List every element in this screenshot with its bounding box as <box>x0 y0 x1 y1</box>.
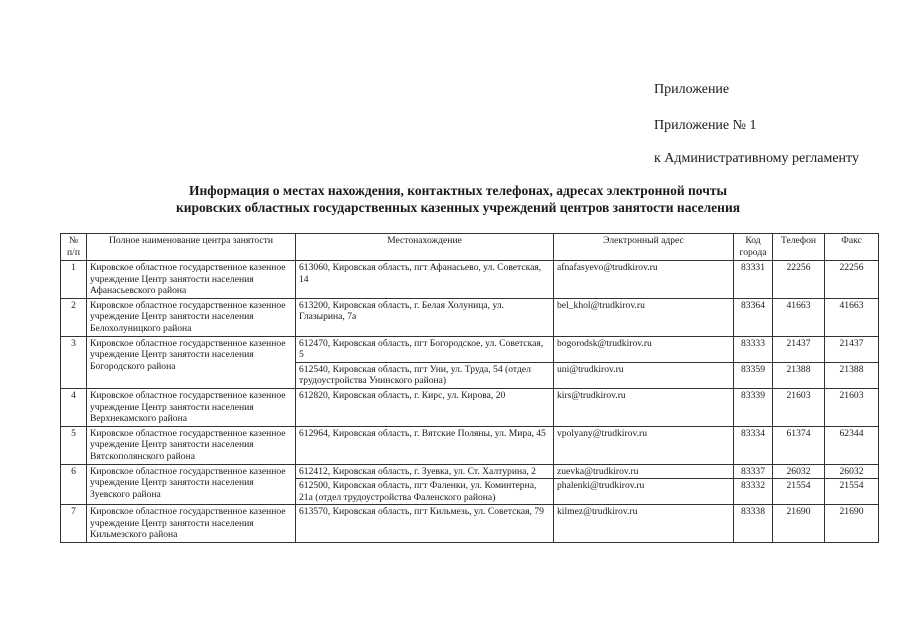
cell-center-name: Кировское областное государственное казенное учреждение Центр занятости населения Кильмезского района <box>87 505 296 543</box>
cell-address: 612500, Кировская область, пгт Фаленки, ул. Коминтерна, 21а (отдел трудоустройства Фаленского района) <box>296 479 554 505</box>
cell-address: 612540, Кировская область, пгт Уни, ул. Труда, 54 (отдел трудоустройства Унинского района) <box>296 362 554 388</box>
cell-email: bogorodsk@trudkirov.ru <box>554 336 734 362</box>
col-header-fax: Факс <box>825 234 879 261</box>
col-header-address: Местонахождение <box>296 234 554 261</box>
cell-email: phalenki@trudkirov.ru <box>554 479 734 505</box>
cell-city-code: 83337 <box>734 464 773 479</box>
cell-num: 4 <box>61 388 87 426</box>
cell-center-name: Кировское областное государственное казенное учреждение Центр занятости населения Богородского района <box>87 336 296 388</box>
cell-phone: 22256 <box>773 261 825 299</box>
cell-phone: 41663 <box>773 298 825 336</box>
cell-email: uni@trudkirov.ru <box>554 362 734 388</box>
cell-address: 613570, Кировская область, пгт Кильмезь, ул. Советская, 79 <box>296 505 554 543</box>
cell-center-name: Кировское областное государственное казенное учреждение Центр занятости населения Верхнекамского района <box>87 388 296 426</box>
cell-num: 3 <box>61 336 87 388</box>
cell-city-code: 83331 <box>734 261 773 299</box>
cell-num: 5 <box>61 426 87 464</box>
cell-city-code: 83359 <box>734 362 773 388</box>
cell-center-name: Кировское областное государственное казенное учреждение Центр занятости населения Вятскополянского района <box>87 426 296 464</box>
table-row <box>61 464 879 479</box>
cell-city-code: 83338 <box>734 505 773 543</box>
cell-num: 6 <box>61 464 87 505</box>
cell-center-name: Кировское областное государственное казенное учреждение Центр занятости населения Афанасьевского района <box>87 261 296 299</box>
cell-address: 613060, Кировская область, пгт Афанасьево, ул. Советская, 14 <box>296 261 554 299</box>
cell-address: 612412, Кировская область, г. Зуевка, ул. Ст. Халтурина, 2 <box>296 464 554 479</box>
cell-num: 1 <box>61 261 87 299</box>
table-row <box>61 505 879 543</box>
appendix-reference: к Административному регламенту <box>654 151 859 166</box>
cell-fax: 21603 <box>825 388 879 426</box>
cell-fax: 21554 <box>825 479 879 505</box>
cell-fax: 22256 <box>825 261 879 299</box>
cell-address: 612820, Кировская область, г. Кирс, ул. Кирова, 20 <box>296 388 554 426</box>
cell-address: 612964, Кировская область, г. Вятские Поляны, ул. Мира, 45 <box>296 426 554 464</box>
cell-fax: 26032 <box>825 464 879 479</box>
cell-email: zuevka@trudkirov.ru <box>554 464 734 479</box>
employment-centers-table <box>60 233 879 543</box>
cell-email: kilmez@trudkirov.ru <box>554 505 734 543</box>
col-header-phone: Телефон <box>773 234 825 261</box>
cell-city-code: 83339 <box>734 388 773 426</box>
col-header-num: № п/п <box>61 234 87 261</box>
cell-city-code: 83333 <box>734 336 773 362</box>
table-row <box>61 336 879 362</box>
cell-fax: 21690 <box>825 505 879 543</box>
cell-phone: 21388 <box>773 362 825 388</box>
cell-email: vpolyany@trudkirov.ru <box>554 426 734 464</box>
table-row <box>61 388 879 426</box>
document-title-line-2: кировских областных государственных казенных учреждений центров занятости населения <box>175 200 741 215</box>
cell-city-code: 83364 <box>734 298 773 336</box>
table-header-row <box>61 234 879 261</box>
cell-num: 7 <box>61 505 87 543</box>
cell-address: 613200, Кировская область, г. Белая Холуница, ул. Глазырина, 7а <box>296 298 554 336</box>
cell-email: bel_khol@trudkirov.ru <box>554 298 734 336</box>
cell-phone: 21690 <box>773 505 825 543</box>
col-header-code: Код города <box>734 234 773 261</box>
col-header-name: Полное наименование центра занятости <box>87 234 296 261</box>
cell-phone: 21603 <box>773 388 825 426</box>
table-row <box>61 261 879 299</box>
cell-center-name: Кировское областное государственное казенное учреждение Центр занятости населения Белохолуницкого района <box>87 298 296 336</box>
cell-city-code: 83334 <box>734 426 773 464</box>
cell-phone: 61374 <box>773 426 825 464</box>
table-row <box>61 298 879 336</box>
appendix-number: Приложение № 1 <box>654 118 757 133</box>
cell-center-name: Кировское областное государственное казенное учреждение Центр занятости населения Зуевского района <box>87 464 296 505</box>
cell-fax: 62344 <box>825 426 879 464</box>
appendix-label: Приложение <box>654 82 730 97</box>
cell-fax: 41663 <box>825 298 879 336</box>
cell-phone: 26032 <box>773 464 825 479</box>
table-row <box>61 426 879 464</box>
cell-fax: 21437 <box>825 336 879 362</box>
cell-address: 612470, Кировская область, пгт Богородское, ул. Советская, 5 <box>296 336 554 362</box>
cell-email: afnafasyevo@trudkirov.ru <box>554 261 734 299</box>
col-header-email: Электронный адрес <box>554 234 734 261</box>
cell-fax: 21388 <box>825 362 879 388</box>
cell-email: kirs@trudkirov.ru <box>554 388 734 426</box>
document-title-line-1: Информация о местах нахождения, контактных телефонах, адресах электронной почты <box>189 183 727 198</box>
cell-num: 2 <box>61 298 87 336</box>
cell-phone: 21554 <box>773 479 825 505</box>
cell-city-code: 83332 <box>734 479 773 505</box>
cell-phone: 21437 <box>773 336 825 362</box>
